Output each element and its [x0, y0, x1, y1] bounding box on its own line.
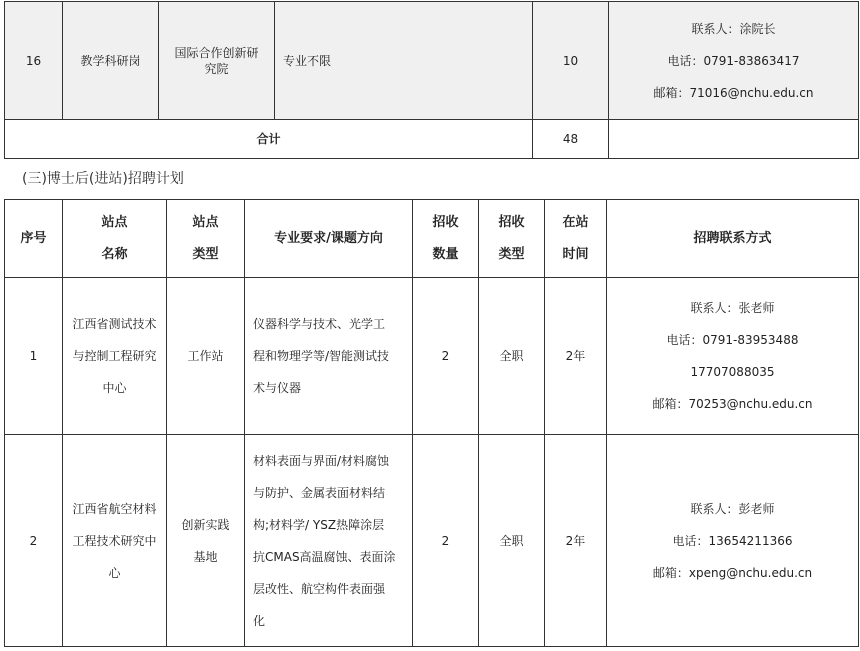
recruitment-table-teaching — [4, 1, 859, 159]
row-index: 16 — [5, 2, 63, 120]
contact-info: 联系人：彭老师 电话：13654211366 邮箱：xpeng@nchu.edu.cn — [607, 435, 859, 647]
table-row — [5, 2, 859, 120]
header-row — [5, 200, 859, 278]
major-direction: 材料表面与界面/材料腐蚀 与防护、金属表面材料结 构;材料学/ YSZ热障涂层 抗CMAS高温腐蚀、表面涂 层改性、航空构件表面强 化 — [245, 435, 413, 647]
header-hire-type: 招收 类型 — [479, 200, 545, 278]
header-index: 序号 — [5, 200, 63, 278]
table-row — [5, 278, 859, 435]
table-row — [5, 435, 859, 647]
total-label: 合计 — [5, 120, 533, 159]
quota: 2 — [413, 278, 479, 435]
station-type: 工作站 — [167, 278, 245, 435]
header-quota: 招收 数量 — [413, 200, 479, 278]
row-index: 2 — [5, 435, 63, 647]
position-name: 教学科研岗 — [63, 2, 159, 120]
major-requirement: 专业不限 — [275, 2, 533, 120]
station-type: 创新实践 基地 — [167, 435, 245, 647]
postdoc-table — [4, 199, 859, 647]
duration: 2年 — [545, 278, 607, 435]
hire-type: 全职 — [479, 278, 545, 435]
header-station-name: 站点 名称 — [63, 200, 167, 278]
major-direction: 仪器科学与技术、光学工 程和物理学等/智能测试技 术与仪器 — [245, 278, 413, 435]
quota: 2 — [413, 435, 479, 647]
unit-name: 国际合作创新研 究院 — [159, 2, 275, 120]
hire-count: 10 — [533, 2, 609, 120]
header-station-type: 站点 类型 — [167, 200, 245, 278]
total-row — [5, 120, 859, 159]
station-name: 江西省测试技术 与控制工程研究 中心 — [63, 278, 167, 435]
total-contact-empty — [609, 120, 859, 159]
row-index: 1 — [5, 278, 63, 435]
duration: 2年 — [545, 435, 607, 647]
station-name: 江西省航空材料 工程技术研究中 心 — [63, 435, 167, 647]
header-major: 专业要求/课题方向 — [245, 200, 413, 278]
total-count: 48 — [533, 120, 609, 159]
section-title: (三)博士后(进站)招聘计划 — [22, 171, 184, 187]
header-duration: 在站 时间 — [545, 200, 607, 278]
header-contact: 招聘联系方式 — [607, 200, 859, 278]
contact-info: 联系人：张老师 电话：0791-83953488 17707088035 邮箱：70253@nchu.edu.cn — [607, 278, 859, 435]
hire-type: 全职 — [479, 435, 545, 647]
contact-info: 联系人：涂院长 电话：0791-83863417 邮箱：71016@nchu.edu.cn — [609, 2, 859, 120]
